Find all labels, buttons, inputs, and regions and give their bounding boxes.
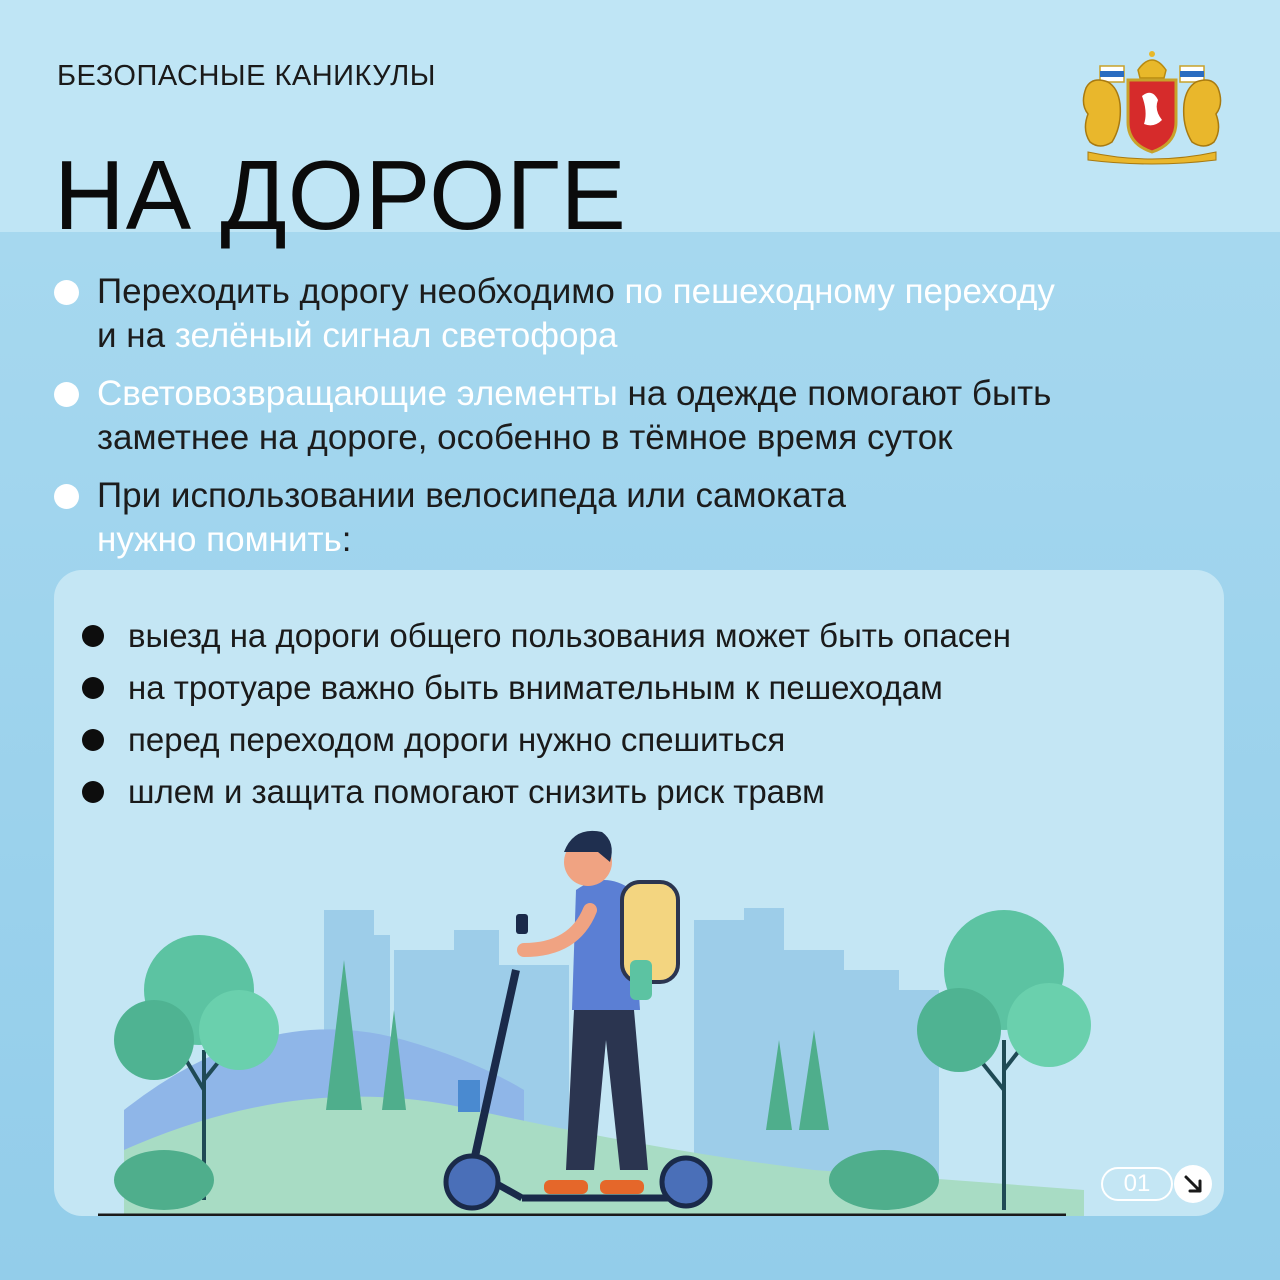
eyebrow-label: БЕЗОПАСНЫЕ КАНИКУЛЫ [57, 60, 436, 92]
page-indicator: 01 [1101, 1167, 1173, 1201]
tips-panel [54, 570, 1224, 1216]
tips-list [78, 610, 1198, 818]
list-item [78, 662, 1198, 714]
list-item-text: выезд на дороги общего пользования может быть опасен [128, 617, 1011, 654]
bullet-dot [54, 382, 79, 407]
list-item-text: на тротуаре важно быть внимательным к пешеходам [128, 669, 943, 706]
list-dot [82, 729, 104, 751]
bullet-highlight: зелёный сигнал светофора [174, 316, 618, 355]
next-page-button[interactable] [1174, 1165, 1212, 1203]
bullet-text: Переходить дорогу необходимо [97, 272, 625, 311]
bullet-text: : [341, 520, 352, 559]
list-dot [82, 677, 104, 699]
list-item-text: шлем и защита помогают снизить риск травм [128, 773, 825, 810]
bullet-text: заметнее на дороге, особенно в тёмное время суток [97, 418, 953, 457]
list-dot [82, 781, 104, 803]
arrow-down-right-icon [1174, 1165, 1212, 1203]
list-item [78, 766, 1198, 818]
list-item [78, 714, 1198, 766]
bullet-text: на одежде помогают быть [617, 374, 1052, 413]
main-bullet-list [52, 270, 1252, 576]
list-item [78, 610, 1198, 662]
bullet-dot [54, 484, 79, 509]
bullet-highlight: по пешеходному переходу [624, 272, 1055, 311]
bullet-dot [54, 280, 79, 305]
bullet-text: и на [97, 316, 175, 355]
bullet-reflective [52, 372, 1252, 460]
list-item-text: перед переходом дороги нужно спешиться [128, 721, 786, 758]
bullet-highlight: нужно помнить [97, 520, 342, 559]
bullet-highlight: Световозвращающие элементы [97, 374, 618, 413]
page-title: НА ДОРОГЕ [54, 140, 627, 250]
coat-of-arms-icon [1078, 48, 1226, 166]
bullet-crossing [52, 270, 1252, 358]
bullet-text: При использовании велосипеда или самоката [97, 476, 846, 515]
bullet-bicycle [52, 474, 1252, 562]
list-dot [82, 625, 104, 647]
